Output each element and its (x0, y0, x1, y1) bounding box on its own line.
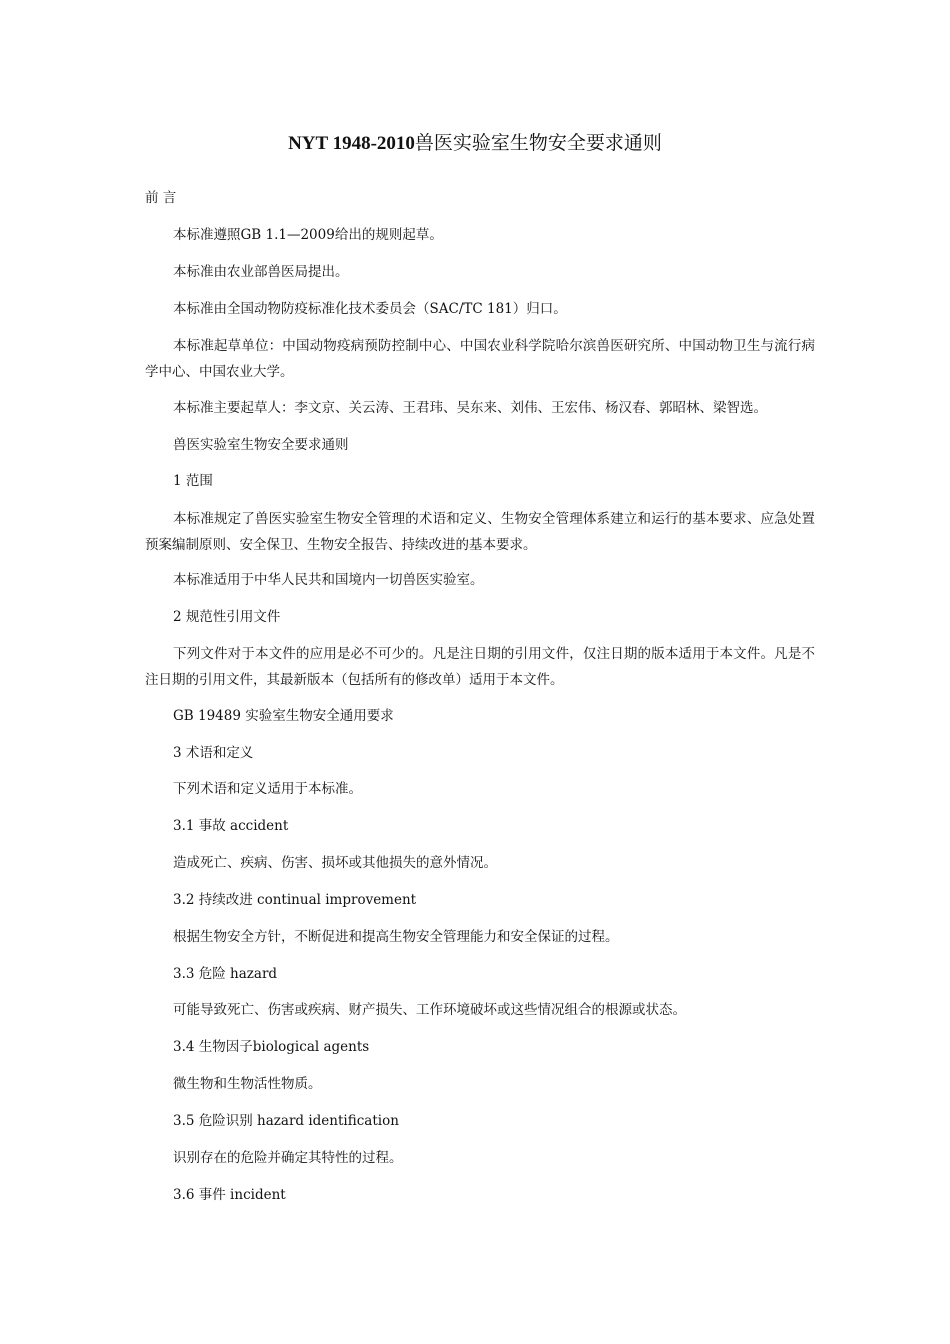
document-title (0, 131, 950, 157)
paragraph: 本标准规定了兽医实验室生物安全管理的术语和定义、生物安全管理体系建立和运行的基本要求、应急处置预案编制原则、安全保卫、生物安全报告、持续改进的基本要求。 (145, 511, 815, 553)
term-definition: 微生物和生物活性物质。 (173, 1076, 322, 1092)
term-definition: 根据生物安全方针，不断促进和提高生物安全管理能力和安全保证的过程。 (173, 929, 619, 945)
paragraph: 本标准主要起草人：李文京、关云涛、王君玮、吴东来、刘伟、王宏伟、杨汉春、郭昭林、梁智选。 (173, 400, 767, 416)
paragraph: 兽医实验室生物安全要求通则 (173, 437, 349, 453)
paragraph: 下列术语和定义适用于本标准。 (173, 781, 362, 797)
foreword-heading: 前 言 (145, 190, 177, 206)
paragraph: 本标准起草单位：中国动物疫病预防控制中心、中国农业科学院哈尔滨兽医研究所、中国动物卫生与流行病学中心、中国农业大学。 (145, 338, 815, 380)
section-heading: 2 规范性引用文件 (173, 609, 281, 625)
term-heading: 3.6 事件 incident (173, 1187, 286, 1203)
reference-item: GB 19489 实验室生物安全通用要求 (173, 708, 394, 724)
term-heading: 3.5 危险识别 hazard identification (173, 1113, 399, 1129)
title-code: NYT 1948-2010 (288, 133, 415, 154)
term-definition: 可能导致死亡、伤害或疾病、财产损失、工作环境破坏或这些情况组合的根源或状态。 (173, 1002, 686, 1018)
paragraph: 下列文件对于本文件的应用是必不可少的。凡是注日期的引用文件，仅注日期的版本适用于本文件。凡是不注日期的引用文件，其最新版本（包括所有的修改单）适用于本文件。 (145, 646, 815, 688)
section-heading: 3 术语和定义 (173, 745, 254, 761)
term-heading: 3.1 事故 accident (173, 818, 289, 834)
term-heading: 3.2 持续改进 continual improvement (173, 892, 417, 908)
paragraph: 本标准适用于中华人民共和国境内一切兽医实验室。 (173, 572, 484, 588)
term-heading: 3.4 生物因子biological agents (173, 1039, 370, 1055)
paragraph: 本标准由农业部兽医局提出。 (173, 264, 349, 280)
term-heading: 3.3 危险 hazard (173, 966, 278, 982)
paragraph: 本标准由全国动物防疫标准化技术委员会（SAC/TC 181）归口。 (173, 301, 567, 317)
term-definition: 造成死亡、疾病、伤害、损坏或其他损失的意外情况。 (173, 855, 497, 871)
title-text: 兽医实验室生物安全要求通则 (414, 133, 662, 154)
section-heading: 1 范围 (173, 473, 213, 489)
paragraph: 本标准遵照GB 1.1—2009给出的规则起草。 (173, 227, 443, 243)
term-definition: 识别存在的危险并确定其特性的过程。 (173, 1150, 403, 1166)
